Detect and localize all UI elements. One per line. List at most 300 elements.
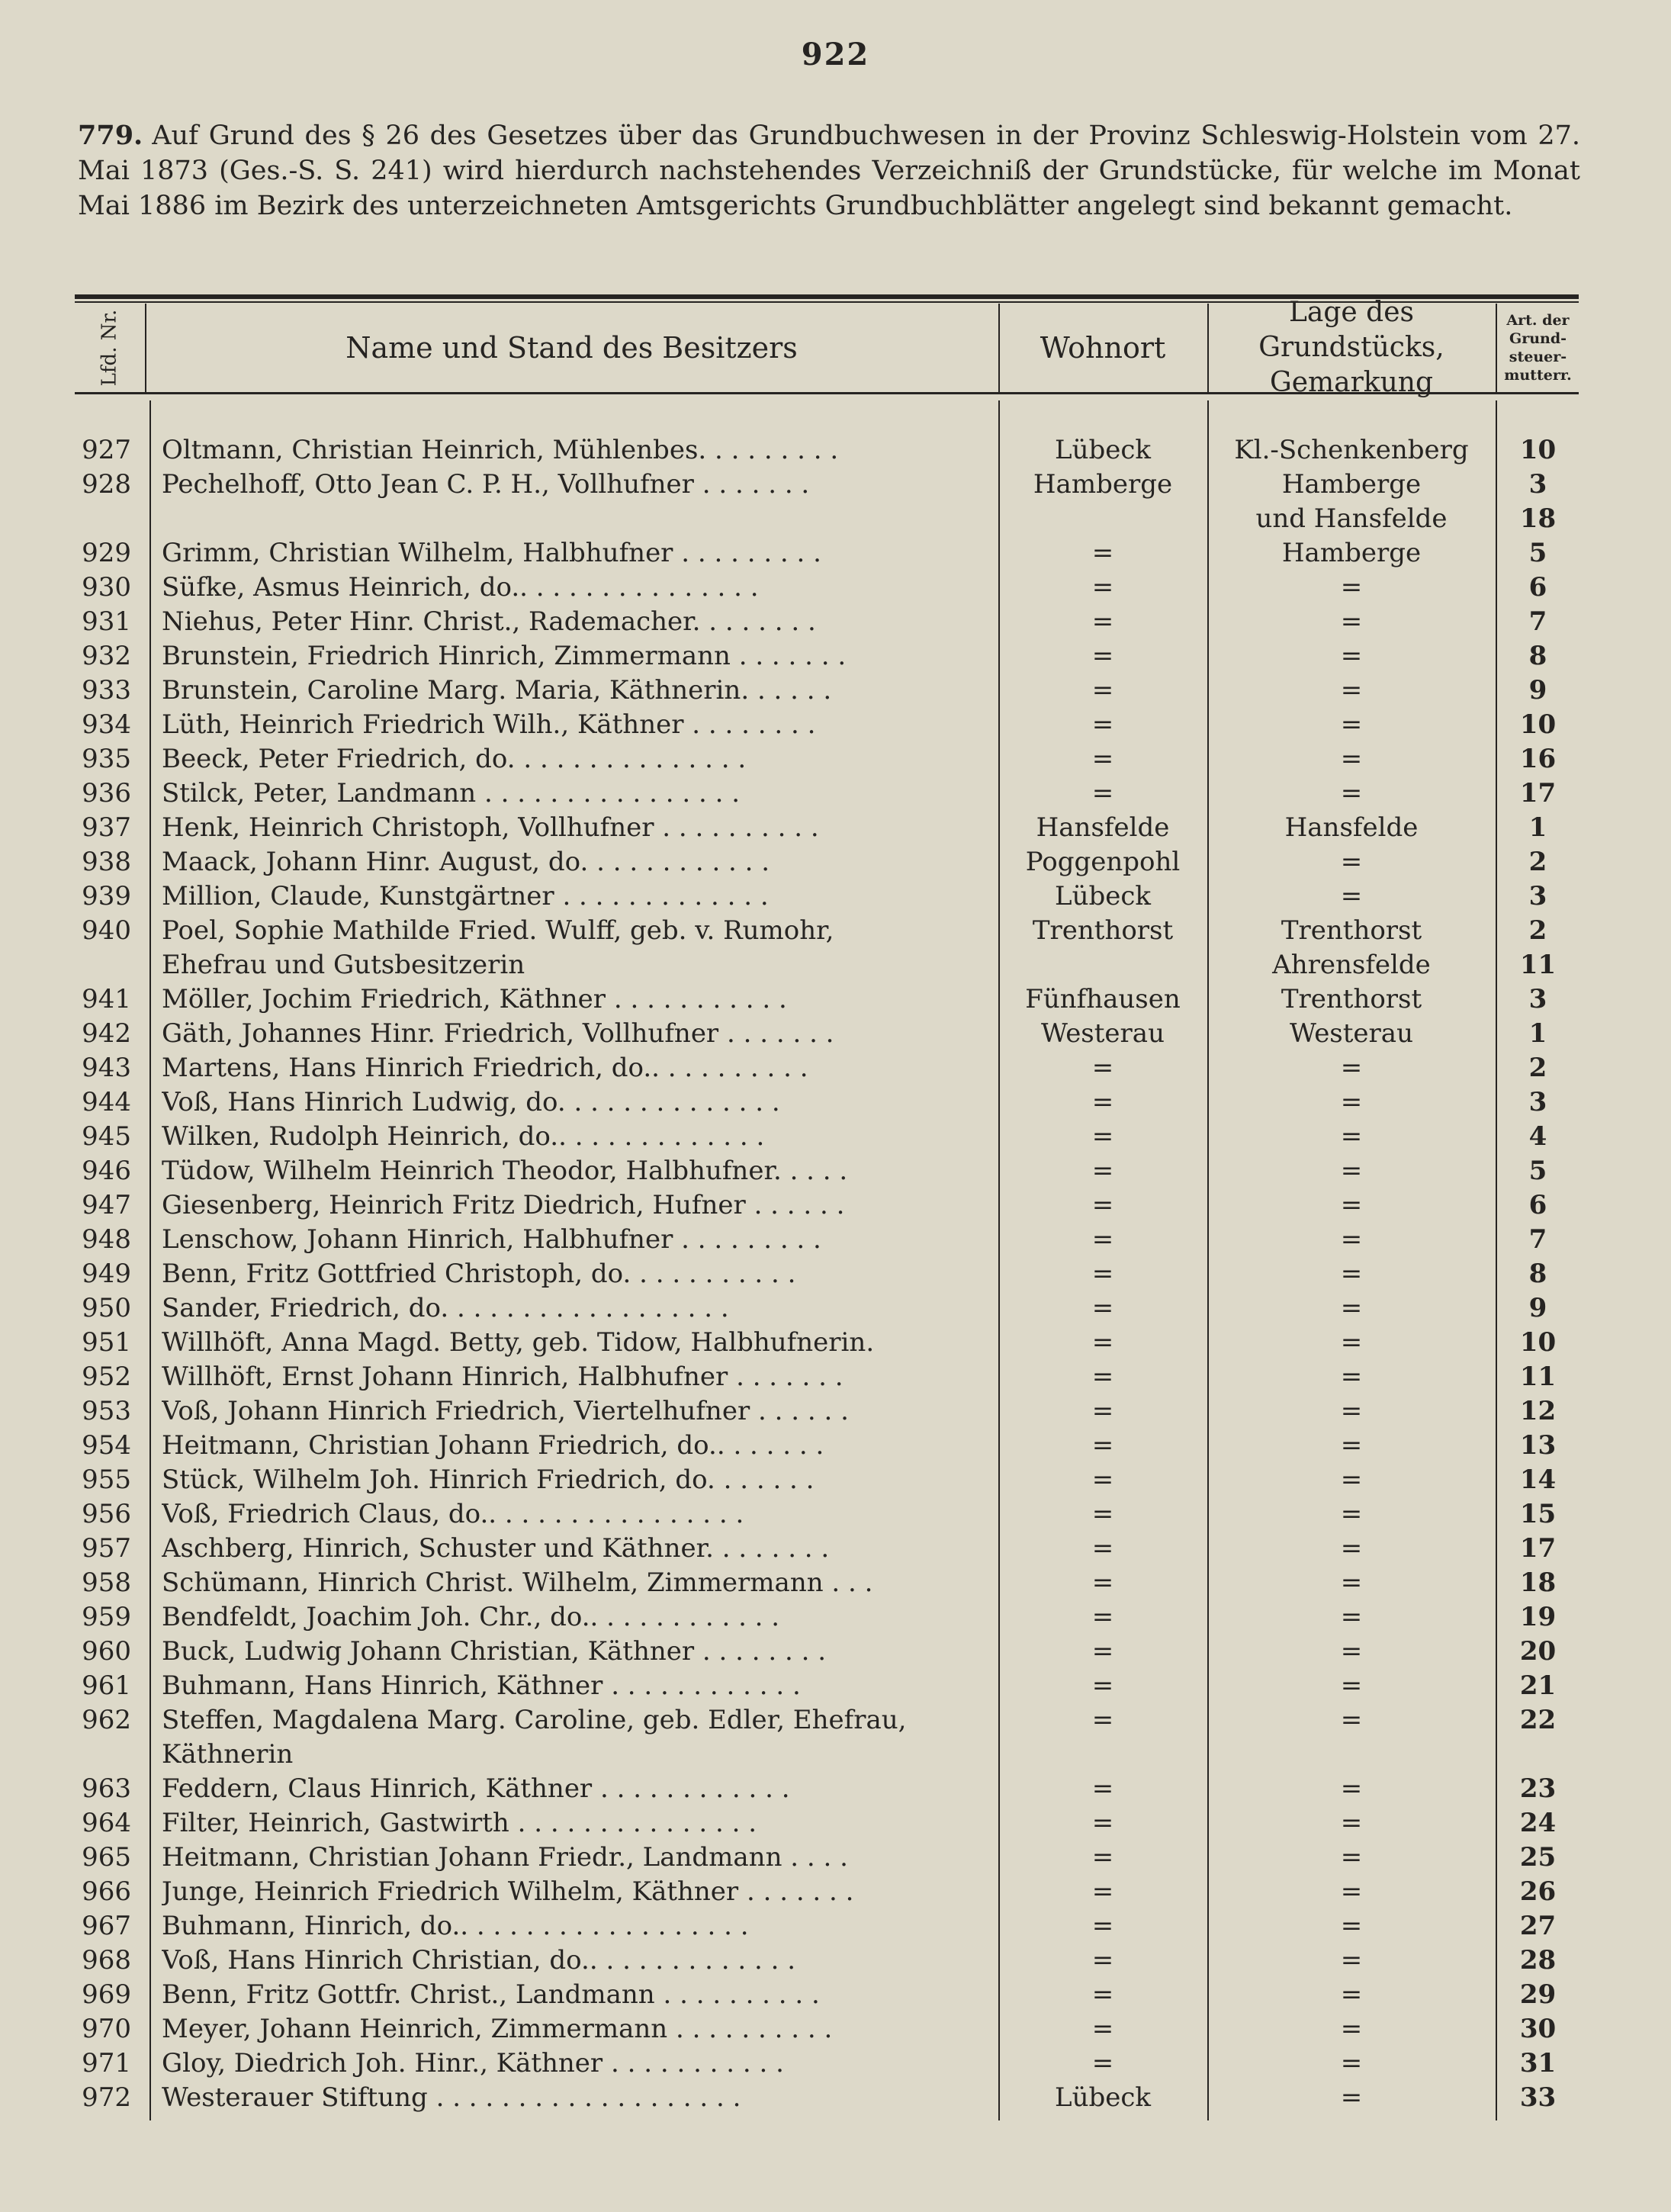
row-location: = bbox=[1340, 1053, 1363, 1083]
row-name: Lüth, Heinrich Friedrich Wilh., Käthner . . . . . . . . bbox=[162, 709, 816, 740]
row-name: Wilken, Rudolph Heinrich, do.. . . . . . . . . . . . . bbox=[162, 1121, 765, 1152]
row-article: 8 bbox=[1528, 1259, 1547, 1289]
row-number: 966 bbox=[82, 1876, 131, 1907]
row-place: = bbox=[1091, 1911, 1114, 1941]
header-article-line4: mutterr. bbox=[1504, 366, 1572, 384]
row-number: 964 bbox=[82, 1808, 131, 1838]
row-place: = bbox=[1091, 1327, 1114, 1358]
row-name: Sander, Friedrich, do. . . . . . . . . . . . . . . . . . bbox=[162, 1293, 729, 1323]
table-row bbox=[0, 433, 1671, 468]
row-article: 11 bbox=[1519, 1362, 1557, 1392]
row-name: Beeck, Peter Friedrich, do. . . . . . . . . . . . . . . bbox=[162, 744, 747, 774]
row-article: 23 bbox=[1519, 1773, 1557, 1804]
row-place: Trenthorst bbox=[1032, 915, 1174, 946]
row-place: = bbox=[1091, 709, 1114, 740]
row-place: Hansfelde bbox=[1036, 812, 1170, 843]
row-number: 947 bbox=[82, 1190, 131, 1220]
table-row bbox=[0, 1051, 1671, 1085]
row-name: Buck, Ludwig Johann Christian, Käthner . . . . . . . . bbox=[162, 1636, 827, 1667]
table-row bbox=[0, 1806, 1671, 1841]
row-place: = bbox=[1091, 641, 1114, 671]
row-article: 29 bbox=[1519, 1979, 1557, 2010]
row-name: Feddern, Claus Hinrich, Käthner . . . . . . . . . . . . bbox=[162, 1773, 790, 1804]
row-number: 948 bbox=[82, 1224, 131, 1255]
row-article: 24 bbox=[1519, 1808, 1557, 1838]
row-name: Ehefrau und Gutsbesitzerin bbox=[162, 950, 525, 980]
row-place: = bbox=[1091, 1121, 1114, 1152]
row-name: Möller, Jochim Friedrich, Käthner . . . . . . . . . . . bbox=[162, 984, 787, 1014]
row-place: = bbox=[1091, 1876, 1114, 1907]
row-article: 3 bbox=[1528, 984, 1547, 1014]
table-row bbox=[0, 639, 1671, 674]
row-place: = bbox=[1091, 1396, 1114, 1426]
table-row bbox=[0, 1635, 1671, 1669]
row-number: 942 bbox=[82, 1018, 131, 1049]
row-name: Poel, Sophie Mathilde Fried. Wulff, geb. v. Rumohr, bbox=[162, 915, 834, 946]
row-location: = bbox=[1340, 572, 1363, 603]
row-place: = bbox=[1091, 2014, 1114, 2044]
row-number: 944 bbox=[82, 1087, 131, 1117]
row-number: 962 bbox=[82, 1705, 131, 1735]
row-article: 30 bbox=[1519, 2014, 1557, 2044]
row-article: 3 bbox=[1528, 1087, 1547, 1117]
row-number: 929 bbox=[82, 538, 131, 568]
row-number: 936 bbox=[82, 778, 131, 809]
row-location: = bbox=[1340, 1773, 1363, 1804]
row-location: = bbox=[1340, 1293, 1363, 1323]
table-row bbox=[0, 1772, 1671, 1806]
header-place: Wohnort bbox=[1040, 330, 1166, 365]
table-row bbox=[0, 1566, 1671, 1600]
row-place: = bbox=[1091, 1224, 1114, 1255]
table-row bbox=[0, 1703, 1671, 1738]
row-article: 14 bbox=[1519, 1464, 1557, 1495]
row-place: = bbox=[1091, 1602, 1114, 1632]
row-number: 965 bbox=[82, 1842, 131, 1873]
row-place: = bbox=[1091, 744, 1114, 774]
row-location: = bbox=[1340, 1533, 1363, 1564]
table-row bbox=[0, 845, 1671, 879]
table-row bbox=[0, 2046, 1671, 2081]
row-number: 960 bbox=[82, 1636, 131, 1667]
row-article: 2 bbox=[1528, 915, 1547, 946]
row-place: = bbox=[1091, 1670, 1114, 1701]
table-row bbox=[0, 1978, 1671, 2012]
table-row bbox=[0, 1360, 1671, 1394]
row-place: Lübeck bbox=[1054, 881, 1151, 911]
row-place: = bbox=[1091, 1190, 1114, 1220]
row-name: Voß, Johann Hinrich Friedrich, Viertelhufner . . . . . . bbox=[162, 1396, 849, 1426]
row-article: 10 bbox=[1519, 435, 1557, 465]
table-row bbox=[0, 948, 1671, 982]
row-location: = bbox=[1340, 1156, 1363, 1186]
table-body bbox=[0, 433, 1671, 2115]
row-name: Brunstein, Caroline Marg. Maria, Käthnerin. . . . . . bbox=[162, 675, 832, 706]
header-name: Name und Stand des Besitzers bbox=[345, 330, 798, 365]
row-place: = bbox=[1091, 1705, 1114, 1735]
row-number: 956 bbox=[82, 1499, 131, 1529]
table-row bbox=[0, 1257, 1671, 1291]
table-row bbox=[0, 1154, 1671, 1188]
table-row bbox=[0, 1463, 1671, 1497]
row-number: 967 bbox=[82, 1911, 131, 1941]
row-number: 931 bbox=[82, 606, 131, 637]
row-article: 3 bbox=[1528, 469, 1547, 500]
row-name: Heitmann, Christian Johann Friedr., Landmann . . . . bbox=[162, 1842, 848, 1873]
row-name: Buhmann, Hinrich, do.. . . . . . . . . . . . . . . . . . bbox=[162, 1911, 749, 1941]
row-location: = bbox=[1340, 1602, 1363, 1632]
row-location: = bbox=[1340, 1121, 1363, 1152]
row-number: 955 bbox=[82, 1464, 131, 1495]
table-row bbox=[0, 982, 1671, 1017]
row-article: 1 bbox=[1528, 812, 1547, 843]
row-location: = bbox=[1340, 641, 1363, 671]
row-name: Aschberg, Hinrich, Schuster und Käthner. . . . . . . . bbox=[162, 1533, 830, 1564]
row-number: 969 bbox=[82, 1979, 131, 2010]
row-number: 941 bbox=[82, 984, 131, 1014]
table-row bbox=[0, 536, 1671, 571]
row-name: Steffen, Magdalena Marg. Caroline, geb. Edler, Ehefrau, bbox=[162, 1705, 907, 1735]
header-article-line1: Art. der bbox=[1506, 311, 1570, 329]
row-place: = bbox=[1091, 1808, 1114, 1838]
row-location: = bbox=[1340, 1190, 1363, 1220]
row-place: = bbox=[1091, 778, 1114, 809]
row-name: Voß, Hans Hinrich Ludwig, do. . . . . . . . . . . . . . bbox=[162, 1087, 780, 1117]
row-place: = bbox=[1091, 1945, 1114, 1976]
row-name: Benn, Fritz Gottfried Christoph, do. . . . . . . . . . . bbox=[162, 1259, 796, 1289]
row-article: 18 bbox=[1519, 1567, 1557, 1598]
row-place: Hamberge bbox=[1033, 469, 1173, 500]
header-article-line2: Grund- bbox=[1509, 330, 1567, 347]
row-article: 2 bbox=[1528, 847, 1547, 877]
table-row bbox=[0, 1841, 1671, 1875]
row-name: Pechelhoff, Otto Jean C. P. H., Vollhufner . . . . . . . bbox=[162, 469, 810, 500]
row-article: 13 bbox=[1519, 1430, 1557, 1461]
row-name: Stilck, Peter, Landmann . . . . . . . . . . . . . . . . bbox=[162, 778, 741, 809]
row-article: 7 bbox=[1528, 606, 1547, 637]
row-name: Benn, Fritz Gottfr. Christ., Landmann . . . . . . . . . . bbox=[162, 1979, 820, 2010]
row-place: = bbox=[1091, 1362, 1114, 1392]
table-row bbox=[0, 1429, 1671, 1463]
row-location: = bbox=[1340, 1396, 1363, 1426]
row-place: = bbox=[1091, 538, 1114, 568]
row-name: Giesenberg, Heinrich Fritz Diedrich, Hufner . . . . . . bbox=[162, 1190, 845, 1220]
row-name: Stück, Wilhelm Joh. Hinrich Friedrich, do. . . . . . . bbox=[162, 1464, 815, 1495]
row-place: = bbox=[1091, 1773, 1114, 1804]
row-location: = bbox=[1340, 881, 1363, 911]
row-number: 940 bbox=[82, 915, 131, 946]
row-place: = bbox=[1091, 1842, 1114, 1873]
row-location: = bbox=[1340, 1499, 1363, 1529]
row-number: 970 bbox=[82, 2014, 131, 2044]
table-row bbox=[0, 605, 1671, 639]
table-row bbox=[0, 1223, 1671, 1257]
row-location: = bbox=[1340, 1636, 1363, 1667]
row-name: Heitmann, Christian Johann Friedrich, do.. . . . . . . bbox=[162, 1430, 824, 1461]
table-row bbox=[0, 1497, 1671, 1532]
row-name: Maack, Johann Hinr. August, do. . . . . . . . . . . . bbox=[162, 847, 770, 877]
page-number: 922 bbox=[801, 37, 870, 72]
row-location: = bbox=[1340, 709, 1363, 740]
row-article: 9 bbox=[1528, 1293, 1547, 1323]
row-number: 972 bbox=[82, 2082, 131, 2113]
row-number: 937 bbox=[82, 812, 131, 843]
row-location: = bbox=[1340, 1087, 1363, 1117]
row-name: Willhöft, Anna Magd. Betty, geb. Tidow, Halbhufnerin. bbox=[162, 1327, 875, 1358]
row-number: 951 bbox=[82, 1327, 131, 1358]
row-name: Buhmann, Hans Hinrich, Käthner . . . . . . . . . . . . bbox=[162, 1670, 801, 1701]
row-name: Brunstein, Friedrich Hinrich, Zimmermann . . . . . . . bbox=[162, 641, 847, 671]
table-row bbox=[0, 1738, 1671, 1772]
row-place: = bbox=[1091, 1053, 1114, 1083]
table-row bbox=[0, 1669, 1671, 1703]
intro-paragraph bbox=[78, 118, 1580, 223]
row-name: Süfke, Asmus Heinrich, do.. . . . . . . . . . . . . . . bbox=[162, 572, 759, 603]
table-row bbox=[0, 1532, 1671, 1566]
table-row bbox=[0, 1291, 1671, 1326]
row-number: 961 bbox=[82, 1670, 131, 1701]
row-name: Voß, Hans Hinrich Christian, do.. . . . . . . . . . . . . bbox=[162, 1945, 796, 1976]
row-article: 10 bbox=[1519, 1327, 1557, 1358]
row-article: 27 bbox=[1519, 1911, 1557, 1941]
row-place: = bbox=[1091, 1259, 1114, 1289]
table-row bbox=[0, 1120, 1671, 1154]
table-row bbox=[0, 1394, 1671, 1429]
row-name: Million, Claude, Kunstgärtner . . . . . . . . . . . . . bbox=[162, 881, 769, 911]
row-location: = bbox=[1340, 744, 1363, 774]
row-name: Bendfeldt, Joachim Joh. Chr., do.. . . . . . . . . . . . bbox=[162, 1602, 780, 1632]
row-number: 938 bbox=[82, 847, 131, 877]
row-location: Hamberge bbox=[1281, 538, 1422, 568]
row-location: = bbox=[1340, 675, 1363, 706]
row-article: 5 bbox=[1528, 1156, 1547, 1186]
row-location: = bbox=[1340, 606, 1363, 637]
row-number: 952 bbox=[82, 1362, 131, 1392]
row-place: Fünfhausen bbox=[1025, 984, 1181, 1014]
row-name: Schümann, Hinrich Christ. Wilhelm, Zimmermann . . . bbox=[162, 1567, 873, 1598]
header-location bbox=[1209, 296, 1494, 398]
row-article: 4 bbox=[1528, 1121, 1547, 1152]
table-row bbox=[0, 1017, 1671, 1051]
row-article: 19 bbox=[1519, 1602, 1557, 1632]
row-article: 17 bbox=[1519, 1533, 1557, 1564]
table-row bbox=[0, 776, 1671, 811]
row-name: Oltmann, Christian Heinrich, Mühlenbes. . . . . . . . . bbox=[162, 435, 839, 465]
row-article: 11 bbox=[1519, 950, 1557, 980]
row-name: Martens, Hans Hinrich Friedrich, do.. . . . . . . . . . bbox=[162, 1053, 808, 1083]
row-location: = bbox=[1340, 1362, 1363, 1392]
table-row bbox=[0, 1326, 1671, 1360]
row-location: Kl.-Schenkenberg bbox=[1234, 435, 1469, 465]
row-article: 3 bbox=[1528, 881, 1547, 911]
header-number: Lfd. Nr. bbox=[98, 309, 121, 386]
row-name: Henk, Heinrich Christoph, Vollhufner . . . . . . . . . . bbox=[162, 812, 819, 843]
row-location: = bbox=[1340, 1911, 1363, 1941]
row-location: Hansfelde bbox=[1284, 812, 1419, 843]
row-number: 930 bbox=[82, 572, 131, 603]
row-place: = bbox=[1091, 1087, 1114, 1117]
row-place: = bbox=[1091, 1567, 1114, 1598]
table-row bbox=[0, 1944, 1671, 1978]
header-location-line1: Lage des Grundstücks, bbox=[1258, 296, 1444, 363]
row-location: = bbox=[1340, 1945, 1363, 1976]
header-article bbox=[1497, 304, 1579, 391]
row-article: 5 bbox=[1528, 538, 1547, 568]
row-place: = bbox=[1091, 1533, 1114, 1564]
row-location: = bbox=[1340, 1224, 1363, 1255]
row-location: Trenthorst bbox=[1281, 915, 1422, 946]
row-number: 949 bbox=[82, 1259, 131, 1289]
row-number: 950 bbox=[82, 1293, 131, 1323]
row-location: = bbox=[1340, 2082, 1363, 2113]
row-article: 7 bbox=[1528, 1224, 1547, 1255]
row-location: = bbox=[1340, 1327, 1363, 1358]
row-place: Poggenpohl bbox=[1025, 847, 1181, 877]
table-row bbox=[0, 811, 1671, 845]
row-number: 927 bbox=[82, 435, 131, 465]
row-location: = bbox=[1340, 1808, 1363, 1838]
row-number: 954 bbox=[82, 1430, 131, 1461]
row-location: = bbox=[1340, 1259, 1363, 1289]
row-name: Käthnerin bbox=[162, 1739, 294, 1770]
table-row bbox=[0, 2012, 1671, 2046]
row-location: = bbox=[1340, 1670, 1363, 1701]
row-article: 31 bbox=[1519, 2048, 1557, 2079]
table-row bbox=[0, 1085, 1671, 1120]
table-row bbox=[0, 1600, 1671, 1635]
row-article: 26 bbox=[1519, 1876, 1557, 1907]
row-number: 943 bbox=[82, 1053, 131, 1083]
row-name: Meyer, Johann Heinrich, Zimmermann . . . . . . . . . . bbox=[162, 2014, 833, 2044]
row-article: 2 bbox=[1528, 1053, 1547, 1083]
row-article: 25 bbox=[1519, 1842, 1557, 1873]
row-article: 17 bbox=[1519, 778, 1557, 809]
row-location: = bbox=[1340, 1464, 1363, 1495]
table-row bbox=[0, 742, 1671, 776]
row-number: 959 bbox=[82, 1602, 131, 1632]
table-row bbox=[0, 879, 1671, 914]
row-name: Niehus, Peter Hinr. Christ., Rademacher. . . . . . . . bbox=[162, 606, 816, 637]
row-location: Westerau bbox=[1290, 1018, 1413, 1049]
row-place: = bbox=[1091, 1979, 1114, 2010]
row-name: Tüdow, Wilhelm Heinrich Theodor, Halbhufner. . . . . bbox=[162, 1156, 848, 1186]
row-place: Lübeck bbox=[1054, 435, 1151, 465]
row-number: 935 bbox=[82, 744, 131, 774]
row-article: 10 bbox=[1519, 709, 1557, 740]
row-place: = bbox=[1091, 572, 1114, 603]
intro-number: 779. bbox=[78, 120, 143, 151]
table-row bbox=[0, 674, 1671, 708]
row-number: 939 bbox=[82, 881, 131, 911]
row-place: Westerau bbox=[1041, 1018, 1165, 1049]
row-location: = bbox=[1340, 1842, 1363, 1873]
row-name: Junge, Heinrich Friedrich Wilhelm, Käthner . . . . . . . bbox=[162, 1876, 854, 1907]
row-location: = bbox=[1340, 1705, 1363, 1735]
table-row bbox=[0, 708, 1671, 742]
row-article: 6 bbox=[1528, 1190, 1547, 1220]
row-name: Grimm, Christian Wilhelm, Halbhufner . . . . . . . . . bbox=[162, 538, 821, 568]
row-place: = bbox=[1091, 2048, 1114, 2079]
row-article: 21 bbox=[1519, 1670, 1557, 1701]
row-location: Ahrensfelde bbox=[1272, 950, 1431, 980]
row-place: Lübeck bbox=[1054, 2082, 1151, 2113]
row-number: 957 bbox=[82, 1533, 131, 1564]
row-place: = bbox=[1091, 1430, 1114, 1461]
row-name: Gloy, Diedrich Joh. Hinr., Käthner . . . . . . . . . . . bbox=[162, 2048, 784, 2079]
row-place: = bbox=[1091, 1464, 1114, 1495]
table-row bbox=[0, 914, 1671, 948]
row-article: 20 bbox=[1519, 1636, 1557, 1667]
row-article: 1 bbox=[1528, 1018, 1547, 1049]
row-number: 971 bbox=[82, 2048, 131, 2079]
row-number: 934 bbox=[82, 709, 131, 740]
row-number: 968 bbox=[82, 1945, 131, 1976]
row-article: 12 bbox=[1519, 1396, 1557, 1426]
table-row bbox=[0, 2081, 1671, 2115]
row-name: Voß, Friedrich Claus, do.. . . . . . . . . . . . . . . . bbox=[162, 1499, 744, 1529]
row-article: 18 bbox=[1519, 503, 1557, 534]
row-location: = bbox=[1340, 778, 1363, 809]
row-number: 932 bbox=[82, 641, 131, 671]
row-location: Hamberge bbox=[1281, 469, 1422, 500]
row-name: Filter, Heinrich, Gastwirth . . . . . . . . . . . . . . . bbox=[162, 1808, 757, 1838]
row-number: 958 bbox=[82, 1567, 131, 1598]
row-location: = bbox=[1340, 1979, 1363, 2010]
row-article: 33 bbox=[1519, 2082, 1557, 2113]
row-name: Westerauer Stiftung . . . . . . . . . . . . . . . . . . . bbox=[162, 2082, 741, 2113]
row-name: Gäth, Johannes Hinr. Friedrich, Vollhufner . . . . . . . bbox=[162, 1018, 834, 1049]
row-number: 933 bbox=[82, 675, 131, 706]
row-location: = bbox=[1340, 1876, 1363, 1907]
table-row bbox=[0, 1875, 1671, 1909]
row-location: und Hansfelde bbox=[1255, 503, 1448, 534]
row-name: Willhöft, Ernst Johann Hinrich, Halbhufner . . . . . . . bbox=[162, 1362, 844, 1392]
header-article-line3: steuer- bbox=[1509, 348, 1567, 365]
row-location: = bbox=[1340, 847, 1363, 877]
row-article: 8 bbox=[1528, 641, 1547, 671]
row-number: 963 bbox=[82, 1773, 131, 1804]
row-article: 16 bbox=[1519, 744, 1557, 774]
row-location: = bbox=[1340, 2014, 1363, 2044]
row-number: 946 bbox=[82, 1156, 131, 1186]
row-place: = bbox=[1091, 1499, 1114, 1529]
row-article: 22 bbox=[1519, 1705, 1557, 1735]
row-location: = bbox=[1340, 1567, 1363, 1598]
row-number: 928 bbox=[82, 469, 131, 500]
table-row bbox=[0, 468, 1671, 502]
row-name: Lenschow, Johann Hinrich, Halbhufner . . . . . . . . . bbox=[162, 1224, 821, 1255]
table-row bbox=[0, 502, 1671, 536]
row-number: 945 bbox=[82, 1121, 131, 1152]
header-location-line2: Gemarkung bbox=[1269, 366, 1434, 398]
row-place: = bbox=[1091, 1156, 1114, 1186]
row-article: 28 bbox=[1519, 1945, 1557, 1976]
table-row bbox=[0, 571, 1671, 605]
row-location: = bbox=[1340, 2048, 1363, 2079]
row-place: = bbox=[1091, 675, 1114, 706]
table-row bbox=[0, 1188, 1671, 1223]
row-number: 953 bbox=[82, 1396, 131, 1426]
row-place: = bbox=[1091, 1636, 1114, 1667]
row-article: 9 bbox=[1528, 675, 1547, 706]
intro-text: Auf Grund des § 26 des Gesetzes über das Grundbuchwesen in der Provinz Schleswig-Holstein vom 27. Mai 1873 (Ges.-S. S. 241) wird hierdurch nachstehendes Verzeichniß der Grundstücke, für welche im Monat Mai 1886 im Bezirk des unterzeichneten Amtsgerichts Grundbuchblätter angelegt sind bekannt gemacht. bbox=[78, 121, 1580, 221]
row-place: = bbox=[1091, 1293, 1114, 1323]
row-place: = bbox=[1091, 606, 1114, 637]
row-article: 15 bbox=[1519, 1499, 1557, 1529]
row-location: Trenthorst bbox=[1281, 984, 1422, 1014]
row-location: = bbox=[1340, 1430, 1363, 1461]
row-article: 6 bbox=[1528, 572, 1547, 603]
